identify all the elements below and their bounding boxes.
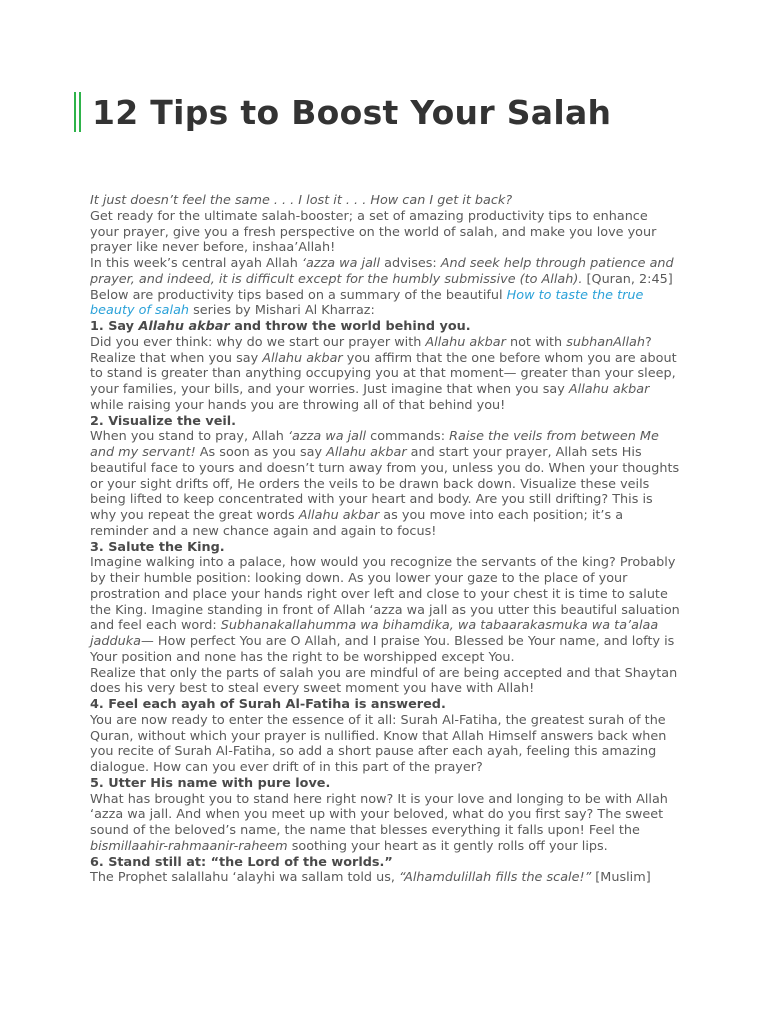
page-title: 12 Tips to Boost Your Salah [92,92,612,132]
series-paragraph: Below are productivity tips based on a summary of the beautiful How to taste the true beauty of salah series by Mishari Al Kharraz: [90,287,644,319]
tip-3-text-2: Realize that only the parts of salah you are mindful of are being accepted and that Shaytan does his very best to steal every sweet moment you have with Allah! [90,665,678,697]
title-block [74,92,611,132]
tip-3-text: Imagine walking into a palace, how would you recognize the servants of the king? Probably by their humble position: looking down. As you lower your gaze to the place of your prostration and place your hands right over left and close to your chest it is time to salute the King. Imagine standing in front of Allah ‘azza wa jall as you utter this beautiful saluation and feel each word: Subhanakallahumma wa bihamdika, wa tabaarakasmuka wa ta’alaa jadduka— How perfect You are O Allah, and I praise You. Blessed be Your name, and lofty is Your position and none has the right to be worshipped except You. [90,555,680,665]
intro-tagline: It just doesn’t feel the same . . . I lost it . . . How can I get it back? [90,193,513,208]
tip-5-text: What has brought you to stand here right now? It is your love and longing to be with Allah ‘azza wa jall. And when you meet up with your beloved, what do you first say? The sweet sound of the beloved’s name, the name that blesses everything it falls upon! Feel the bismillaahir-rahmaanir-raheem soothing your heart as it gently rolls off your lips. [90,791,668,854]
tip-1-heading: 1. Say Allahu akbar and throw the world behind you. [90,319,471,334]
tip-2-text: When you stand to pray, Allah ‘azza wa jall commands: Raise the veils from between Me and my servant! As soon as you say Allahu akbar and start your prayer, Allah sets His beautiful face to yours and doesn’t turn away from you, unless you do. When your thoughts or your sight drifts off, He orders the veils to be drawn back down. Visualize these veils being lifted to keep concentrated with your heart and body. Are you still drifting? This is why you repeat the great words Allahu akbar as you move into each position; it’s a reminder and a new chance again and again to focus! [90,429,680,539]
tip-6-heading: 6. Stand still at: “the Lord of the worlds.” [90,854,393,870]
series-link[interactable]: How to taste the true beauty of salah [90,287,644,319]
central-ayah-paragraph: In this week’s central ayah Allah ‘azza wa jall advises: And seek help through patience and prayer, and indeed, it is difficult except for the humbly submissive (to Allah). [Quran, 2:45] [90,256,674,287]
article-body [90,193,680,886]
title-accent-bar [74,92,81,132]
tip-5-heading: 5. Utter His name with pure love. [90,775,331,791]
tip-1-text: Did you ever think: why do we start our prayer with Allahu akbar not with subhanAllah? Realize that when you say Allahu akbar you affirm that the one before whom you are about to stand is greater than anything occupying you at that moment— greater than your sleep, your families, your bills, and your worries. Just imagine that when you say Allahu akbar while raising your hands you are throwing all of that behind you! [90,334,677,413]
tip-3-heading: 3. Salute the King. [90,539,225,555]
tip-6-text: The Prophet salallahu ‘alayhi wa sallam told us, “Alhamdulillah fills the scale!” [Muslim] [90,870,651,886]
tip-4-text: You are now ready to enter the essence of it all: Surah Al-Fatiha, the greatest surah of the Quran, without which your prayer is nullified. Know that Allah Himself answers back when you recite of Surah Al-Fatiha, so add a short pause after each ayah, feeling this amazing dialogue. How can you ever drift of in this part of the prayer? [90,712,667,775]
tip-4-heading: 4. Feel each ayah of Surah Al-Fatiha is answered. [90,697,446,712]
intro-paragraph: Get ready for the ultimate salah-booster; a set of amazing productivity tips to enhance your prayer, give you a fresh perspective on the world of salah, and make you love your prayer like never before, inshaa’Allah! [90,208,657,256]
tip-2-heading: 2. Visualize the veil. [90,413,237,429]
